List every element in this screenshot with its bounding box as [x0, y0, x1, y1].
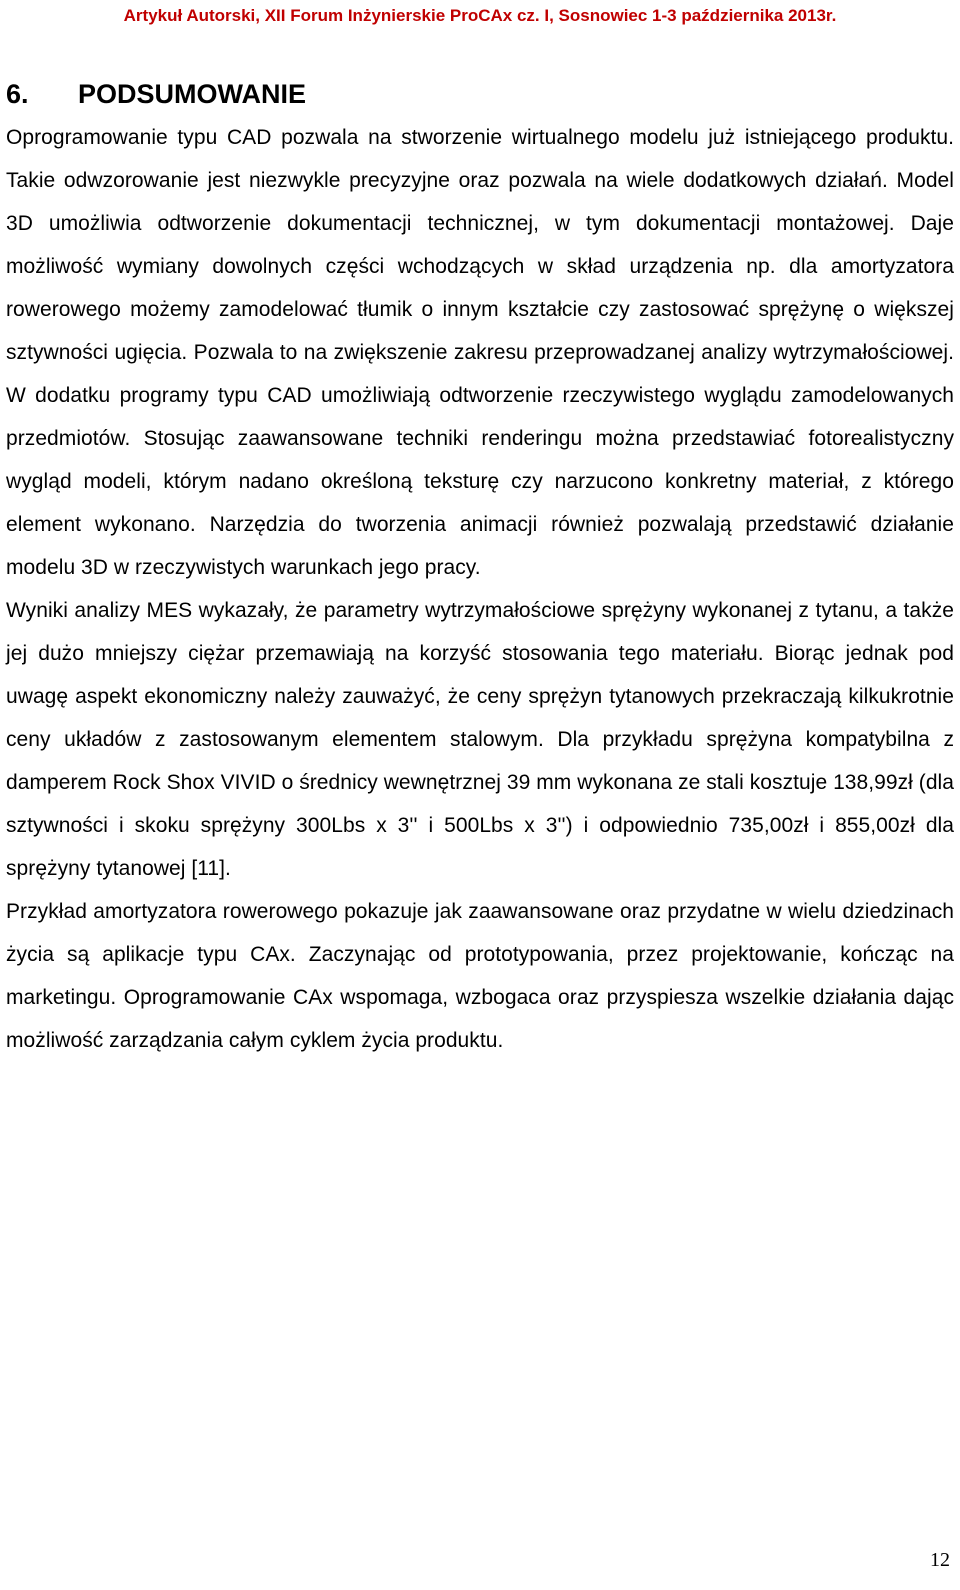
- page-content: [6, 72, 954, 1062]
- paragraph-cax-conclusion: Przykład amortyzatora rowerowego pokazuje jak zaawansowane oraz przydatne w wielu dziedzinach życia są aplikacje typu CAx. Zaczynając od prototypowania, przez projektowanie, kończąc na marketingu. Oprogramowanie CAx wspomaga, wzbogaca oraz przyspiesza wszelkie działania dając możliwość zarządzania całym cyklem życia produktu.: [6, 900, 954, 1052]
- section-heading: [6, 72, 954, 116]
- section-title: PODSUMOWANIE: [78, 79, 307, 109]
- paragraph-summary-cad: Oprogramowanie typu CAD pozwala na stworzenie wirtualnego modelu już istniejącego produktu. Takie odwzorowanie jest niezwykle precyzyjne oraz pozwala na wiele dodatkowych działań. Model 3D umożliwia odtworzenie dokumentacji technicznej, w tym dokumentacji montażowej. Daje możliwość wymiany dowolnych części wchodzących w skład urządzenia np. dla amortyzatora rowerowego możemy zamodelować tłumik o innym kształcie czy zastosować sprężynę o większej sztywności ugięcia. Pozwala to na zwiększenie zakresu przeprowadzanej analizy wytrzymałościowej. W dodatku programy typu CAD umożliwiają odtworzenie rzeczywistego wyglądu zamodelowanych przedmiotów. Stosując zaawansowane techniki renderingu można przedstawiać fotorealistyczny wygląd modeli, którym nadano określoną teksturę czy narzucono konkretny materiał, z którego element wykonano. Narzędzia do tworzenia animacji również pozwalają przedstawić działanie modelu 3D w rzeczywistych warunkach jego pracy.: [6, 126, 954, 579]
- section-number: 6.: [6, 79, 29, 109]
- running-header: Artykuł Autorski, XII Forum Inżynierskie ProCAx cz. I, Sosnowiec 1-3 października 2013r.: [123, 6, 837, 25]
- page-number: 12: [930, 1549, 950, 1571]
- paragraph-mes-results: Wyniki analizy MES wykazały, że parametry wytrzymałościowe sprężyny wykonanej z tytanu, a także jej dużo mniejszy ciężar przemawiają na korzyść stosowania tego materiału. Biorąc jednak pod uwagę aspekt ekonomiczny należy zauważyć, że ceny sprężyn tytanowych przekraczają kilkukrotnie ceny układów z zastosowanym elementem stalowym. Dla przykładu sprężyna kompatybilna z damperem Rock Shox VIVID o średnicy wewnętrznej 39 mm wykonana ze stali kosztuje 138,99zł (dla sztywności i skoku sprężyny 300Lbs x 3'' i 500Lbs x 3'') i odpowiednio 735,00zł i 855,00zł dla sprężyny tytanowej [11].: [6, 599, 954, 880]
